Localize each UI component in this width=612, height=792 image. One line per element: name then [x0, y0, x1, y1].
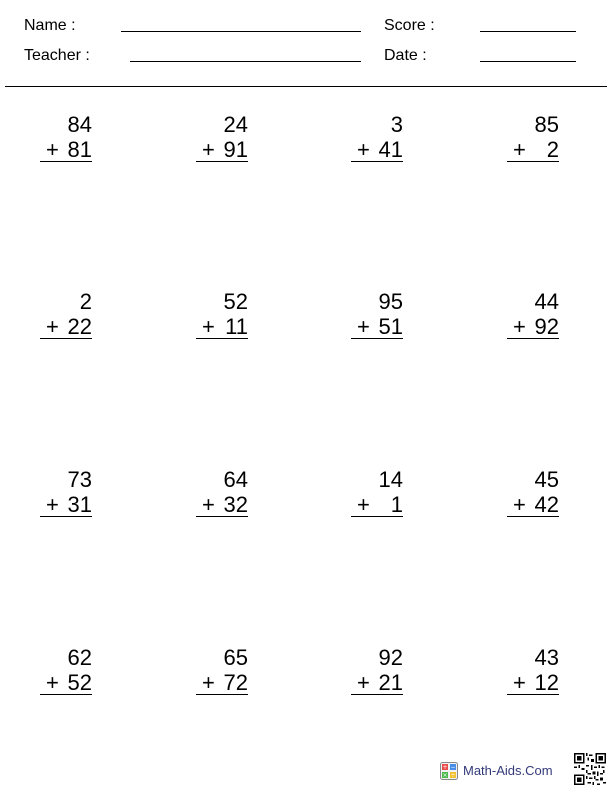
addition-problem — [349, 645, 409, 695]
addition-problem — [38, 467, 98, 517]
addend-top: 62 — [67, 645, 92, 670]
svg-text:+: + — [442, 764, 448, 772]
answer-line[interactable] — [351, 516, 403, 517]
answer-line[interactable] — [351, 161, 403, 162]
addend-top: 84 — [67, 112, 92, 137]
addend-bottom: 92 — [534, 314, 559, 339]
plus-sign: + — [513, 670, 526, 695]
addition-problem — [349, 467, 409, 517]
answer-line[interactable] — [507, 161, 559, 162]
addend-top: 92 — [378, 645, 403, 670]
plus-sign: + — [46, 137, 59, 162]
calculator-icon — [440, 762, 458, 780]
addend-bottom: 31 — [67, 492, 92, 517]
plus-sign: + — [202, 492, 215, 517]
answer-line[interactable] — [40, 694, 92, 695]
plus-sign: + — [202, 137, 215, 162]
addend-bottom: 51 — [378, 314, 403, 339]
addend-top: 95 — [378, 289, 403, 314]
addend-bottom: 21 — [378, 670, 403, 695]
addend-bottom: 41 — [378, 137, 403, 162]
svg-text:×: × — [442, 772, 448, 780]
plus-sign: + — [513, 137, 526, 162]
qr-code-icon — [574, 753, 606, 785]
addend-top: 45 — [534, 467, 559, 492]
plus-sign: + — [513, 492, 526, 517]
addition-problem — [505, 112, 565, 162]
addend-bottom: 2 — [546, 137, 559, 162]
addend-top: 85 — [534, 112, 559, 137]
answer-line[interactable] — [40, 338, 92, 339]
addend-top: 65 — [223, 645, 248, 670]
addition-problem — [505, 289, 565, 339]
addition-problem — [194, 467, 254, 517]
addend-top: 14 — [378, 467, 403, 492]
teacher-label: Teacher : — [24, 47, 90, 64]
answer-line[interactable] — [196, 516, 248, 517]
answer-line[interactable] — [507, 338, 559, 339]
plus-sign: + — [357, 314, 370, 339]
addend-top: 52 — [223, 289, 248, 314]
addition-problem — [505, 645, 565, 695]
answer-line[interactable] — [351, 694, 403, 695]
addition-problem — [194, 112, 254, 162]
addition-problem — [38, 289, 98, 339]
addition-problem — [194, 645, 254, 695]
addend-bottom: 52 — [67, 670, 92, 695]
addend-top: 24 — [223, 112, 248, 137]
plus-sign: + — [357, 137, 370, 162]
date-label: Date : — [384, 47, 427, 64]
addend-top: 43 — [534, 645, 559, 670]
addend-bottom: 22 — [67, 314, 92, 339]
addend-bottom: 32 — [223, 492, 248, 517]
plus-sign: + — [202, 670, 215, 695]
addend-bottom: 12 — [534, 670, 559, 695]
name-field-line[interactable] — [121, 31, 361, 32]
answer-line[interactable] — [507, 694, 559, 695]
answer-line[interactable] — [40, 516, 92, 517]
svg-text:−: − — [450, 764, 456, 772]
addend-top: 44 — [534, 289, 559, 314]
addend-bottom: 42 — [534, 492, 559, 517]
answer-line[interactable] — [196, 161, 248, 162]
addend-bottom: 72 — [223, 670, 248, 695]
plus-sign: + — [357, 492, 370, 517]
addend-bottom: 91 — [223, 137, 248, 162]
svg-text:÷: ÷ — [450, 772, 456, 780]
plus-sign: + — [46, 670, 59, 695]
answer-line[interactable] — [196, 338, 248, 339]
addition-problem — [505, 467, 565, 517]
addend-bottom: 11 — [225, 314, 248, 339]
answer-line[interactable] — [196, 694, 248, 695]
addend-top: 64 — [223, 467, 248, 492]
header-divider — [5, 86, 607, 87]
addition-problem — [38, 112, 98, 162]
date-field-line[interactable] — [480, 61, 576, 62]
plus-sign: + — [202, 314, 215, 339]
addend-bottom: 1 — [390, 492, 403, 517]
plus-sign: + — [357, 670, 370, 695]
addend-bottom: 81 — [67, 137, 92, 162]
addend-top: 2 — [79, 289, 92, 314]
plus-sign: + — [513, 314, 526, 339]
addition-problem — [349, 289, 409, 339]
addition-problem — [194, 289, 254, 339]
plus-sign: + — [46, 314, 59, 339]
teacher-field-line[interactable] — [130, 61, 361, 62]
brand-text: Math-Aids.Com — [463, 763, 553, 778]
addend-top: 3 — [390, 112, 403, 137]
name-label: Name : — [24, 17, 76, 34]
addend-top: 73 — [67, 467, 92, 492]
addition-problem — [38, 645, 98, 695]
answer-line[interactable] — [40, 161, 92, 162]
plus-sign: + — [46, 492, 59, 517]
answer-line[interactable] — [507, 516, 559, 517]
score-field-line[interactable] — [480, 31, 576, 32]
answer-line[interactable] — [351, 338, 403, 339]
score-label: Score : — [384, 17, 435, 34]
addition-problem — [349, 112, 409, 162]
